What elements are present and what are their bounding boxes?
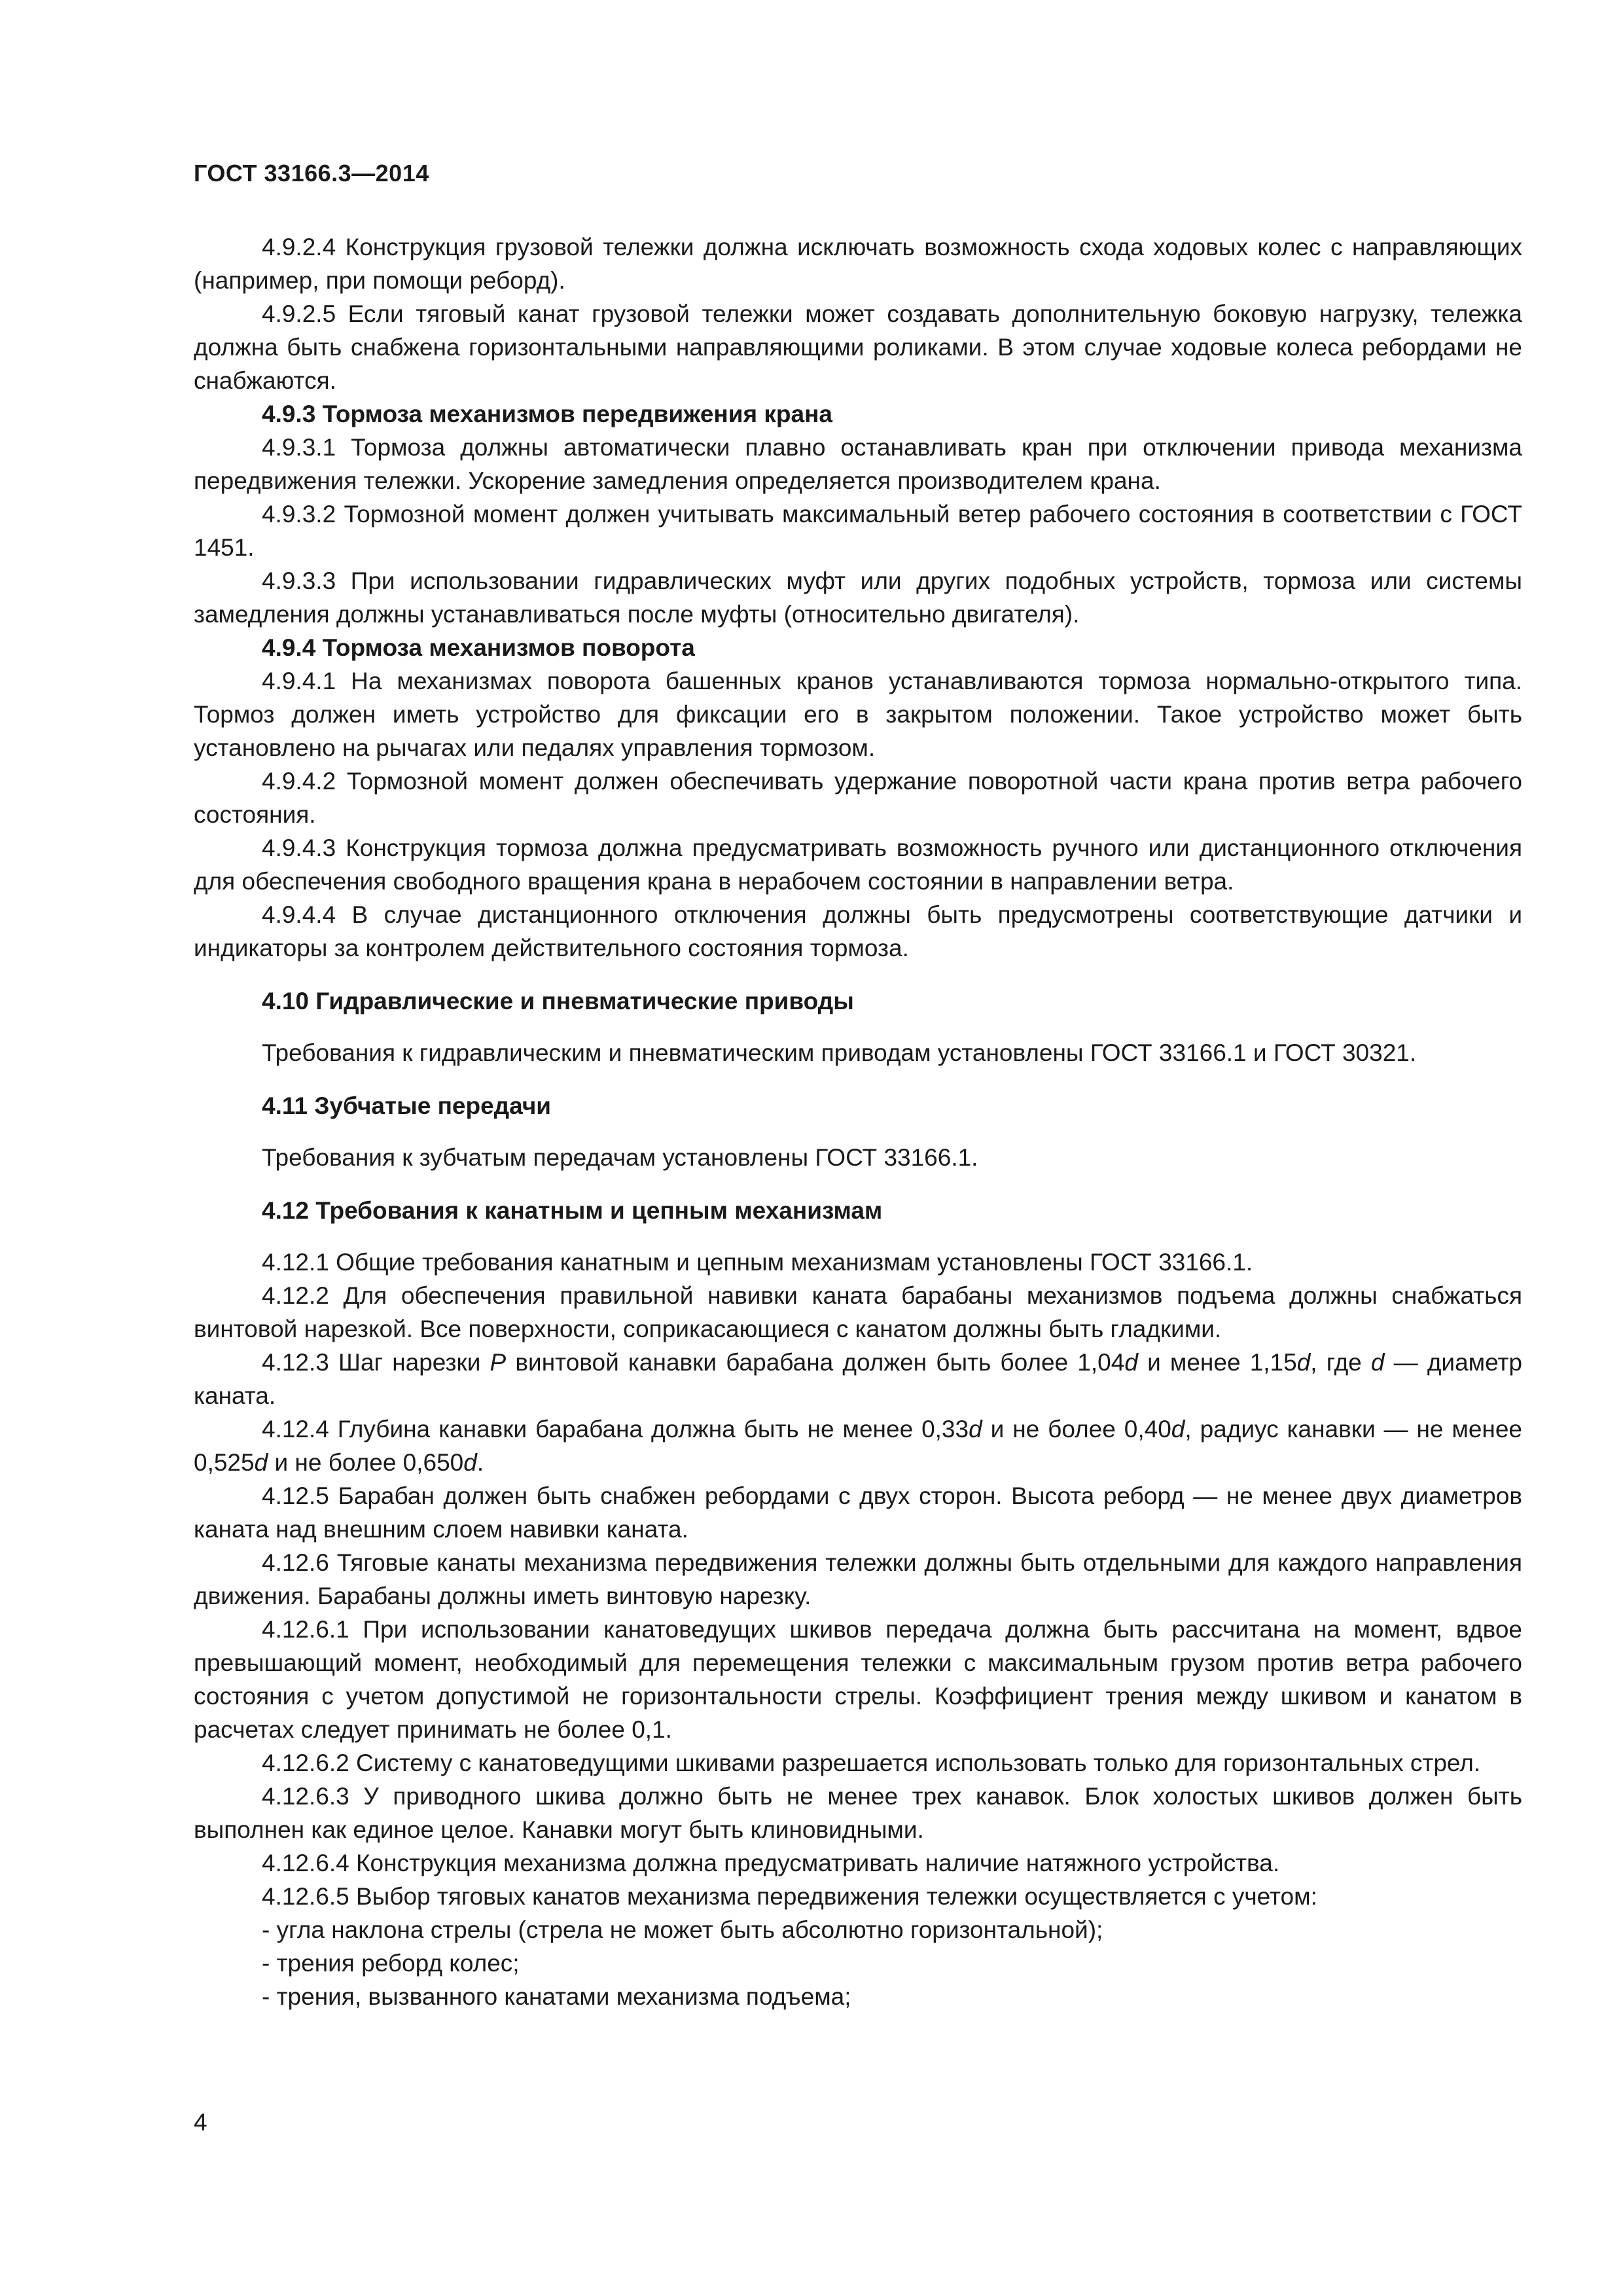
- paragraph-4-12-6: 4.12.6 Тяговые канаты механизма передвижения тележки должны быть отдельными для каждого направления движения. Барабаны должны иметь винтовую нарезку.: [194, 1549, 1522, 1609]
- document-body: [194, 230, 1522, 2013]
- text-run: и не более 0,650: [268, 1449, 464, 1476]
- paragraph-4-12-5: 4.12.5 Барабан должен быть снабжен ребордами с двух сторон. Высота реборд — не менее двух диаметров каната над внешним слоем навивки каната.: [194, 1482, 1522, 1543]
- heading-4-11: 4.11 Зубчатые передачи: [262, 1092, 552, 1119]
- paragraph-4-12-1: 4.12.1 Общие требования канатным и цепным механизмам установлены ГОСТ 33166.1.: [262, 1249, 1253, 1276]
- text-run: и менее 1,15: [1137, 1349, 1297, 1376]
- paragraph-4-12-4: [194, 1412, 1522, 1479]
- paragraph-4-9-4-3: 4.9.4.3 Конструкция тормоза должна предусматривать возможность ручного или дистанционного отключения для обеспечения свободного вращения крана в нерабочем состоянии в направлении ветра.: [194, 834, 1522, 895]
- variable-d: d: [969, 1416, 982, 1443]
- paragraph-4-9-4-1: 4.9.4.1 На механизмах поворота башенных кранов устанавливаются тормоза нормально-открытого типа. Тормоз должен иметь устройство для фиксации его в закрытом положении. Такое устройство может быть установлено на рычагах или педалях управления тормозом.: [194, 668, 1522, 761]
- variable-d: d: [1370, 1349, 1385, 1376]
- paragraph-4-9-3-3: 4.9.3.3 При использовании гидравлических муфт или других подобных устройств, тормоза или системы замедления должны устанавливаться после муфты (относительно двигателя).: [194, 567, 1522, 628]
- list-item: - угла наклона стрелы (стрела не может быть абсолютно горизонтальной);: [194, 1913, 1522, 1946]
- paragraph-4-11: Требования к зубчатым передачам установлены ГОСТ 33166.1.: [262, 1144, 978, 1171]
- paragraph-4-12-6-3: 4.12.6.3 У приводного шкива должно быть не менее трех канавок. Блок холостых шкивов должен быть выполнен как единое целое. Канавки могут быть клиновидными.: [194, 1783, 1522, 1843]
- variable-d: d: [463, 1449, 477, 1476]
- paragraph-4-9-3-1: 4.9.3.1 Тормоза должны автоматически плавно останавливать кран при отключении привода механизма передвижения тележки. Ускорение замедления определяется производителем крана.: [194, 434, 1522, 494]
- variable-d: d: [254, 1449, 268, 1476]
- variable-d: d: [1124, 1349, 1138, 1376]
- selection-factors-list: [194, 1913, 1522, 2013]
- heading-4-12: 4.12 Требования к канатным и цепным механизмам: [262, 1197, 883, 1224]
- heading-4-10: 4.10 Гидравлические и пневматические приводы: [262, 988, 854, 1014]
- variable-d: d: [1171, 1416, 1185, 1443]
- paragraph-4-12-6-1: 4.12.6.1 При использовании канатоведущих шкивов передача должна быть рассчитана на момент, вдвое превышающий момент, необходимый для перемещения тележки с максимальным грузом против ветра рабочего состояния с учетом допустимой не горизонтальности стрелы. Коэффициент трения между шкивом и канатом в расчетах следует принимать не более 0,1.: [194, 1616, 1522, 1743]
- text-run: , где: [1310, 1349, 1371, 1376]
- list-item: - трения, вызванного канатами механизма подъема;: [194, 1980, 1522, 2013]
- paragraph-4-12-6-2: 4.12.6.2 Систему с канатоведущими шкивами разрешается использовать только для горизонтальных стрел.: [262, 1749, 1481, 1776]
- paragraph-4-9-4-2: 4.9.4.2 Тормозной момент должен обеспечивать удержание поворотной части крана против ветра рабочего состояния.: [194, 768, 1522, 828]
- heading-4-9-4: 4.9.4 Тормоза механизмов поворота: [262, 634, 695, 661]
- paragraph-4-12-6-5: 4.12.6.5 Выбор тяговых канатов механизма передвижения тележки осуществляется с учетом:: [262, 1883, 1317, 1910]
- list-item: - трения реборд колес;: [194, 1946, 1522, 1980]
- paragraph-4-12-6-4: 4.12.6.4 Конструкция механизма должна предусматривать наличие натяжного устройства.: [262, 1850, 1280, 1876]
- paragraph-4-9-2-5: 4.9.2.5 Если тяговый канат грузовой тележки может создавать дополнительную боковую нагрузку, тележка должна быть снабжена горизонтальными направляющими роликами. В этом случае ходовые колеса ребордами не снабжаются.: [194, 300, 1522, 394]
- paragraph-4-12-3: [194, 1346, 1522, 1412]
- text-run: 4.12.4 Глубина канавки барабана должна быть не менее 0,33: [262, 1416, 969, 1443]
- variable-d: d: [1296, 1349, 1311, 1376]
- text-run: винтовой канавки барабана должен быть более 1,04: [506, 1349, 1125, 1376]
- paragraph-4-9-2-4: 4.9.2.4 Конструкция грузовой тележки должна исключать возможность схода ходовых колес с направляющих (например, при помощи реборд).: [194, 234, 1522, 294]
- page-number: 4: [194, 2109, 207, 2136]
- heading-4-9-3: 4.9.3 Тормоза механизмов передвижения крана: [262, 401, 832, 427]
- paragraph-4-10: Требования к гидравлическим и пневматическим приводам установлены ГОСТ 33166.1 и ГОСТ 30321.: [262, 1039, 1417, 1066]
- document-header: ГОСТ 33166.3—2014: [194, 160, 429, 187]
- text-run: 4.12.3 Шаг нарезки: [262, 1349, 490, 1376]
- text-run: — диаметр каната.: [194, 1349, 1522, 1409]
- variable-p: P: [490, 1349, 507, 1376]
- paragraph-4-12-2: 4.12.2 Для обеспечения правильной навивки каната барабаны механизмов подъема должны снабжаться винтовой нарезкой. Все поверхности, соприкасающиеся с канатом должны быть гладкими.: [194, 1282, 1522, 1342]
- paragraph-4-9-4-4: 4.9.4.4 В случае дистанционного отключения должны быть предусмотрены соответствующие датчики и индикаторы за контролем действительного состояния тормоза.: [194, 901, 1522, 961]
- text-run: , радиус канавки — не менее 0,525: [194, 1416, 1523, 1476]
- text-run: .: [476, 1449, 484, 1476]
- text-run: и не более 0,40: [982, 1416, 1171, 1443]
- paragraph-4-9-3-2: 4.9.3.2 Тормозной момент должен учитывать максимальный ветер рабочего состояния в соответствии с ГОСТ 1451.: [194, 501, 1522, 561]
